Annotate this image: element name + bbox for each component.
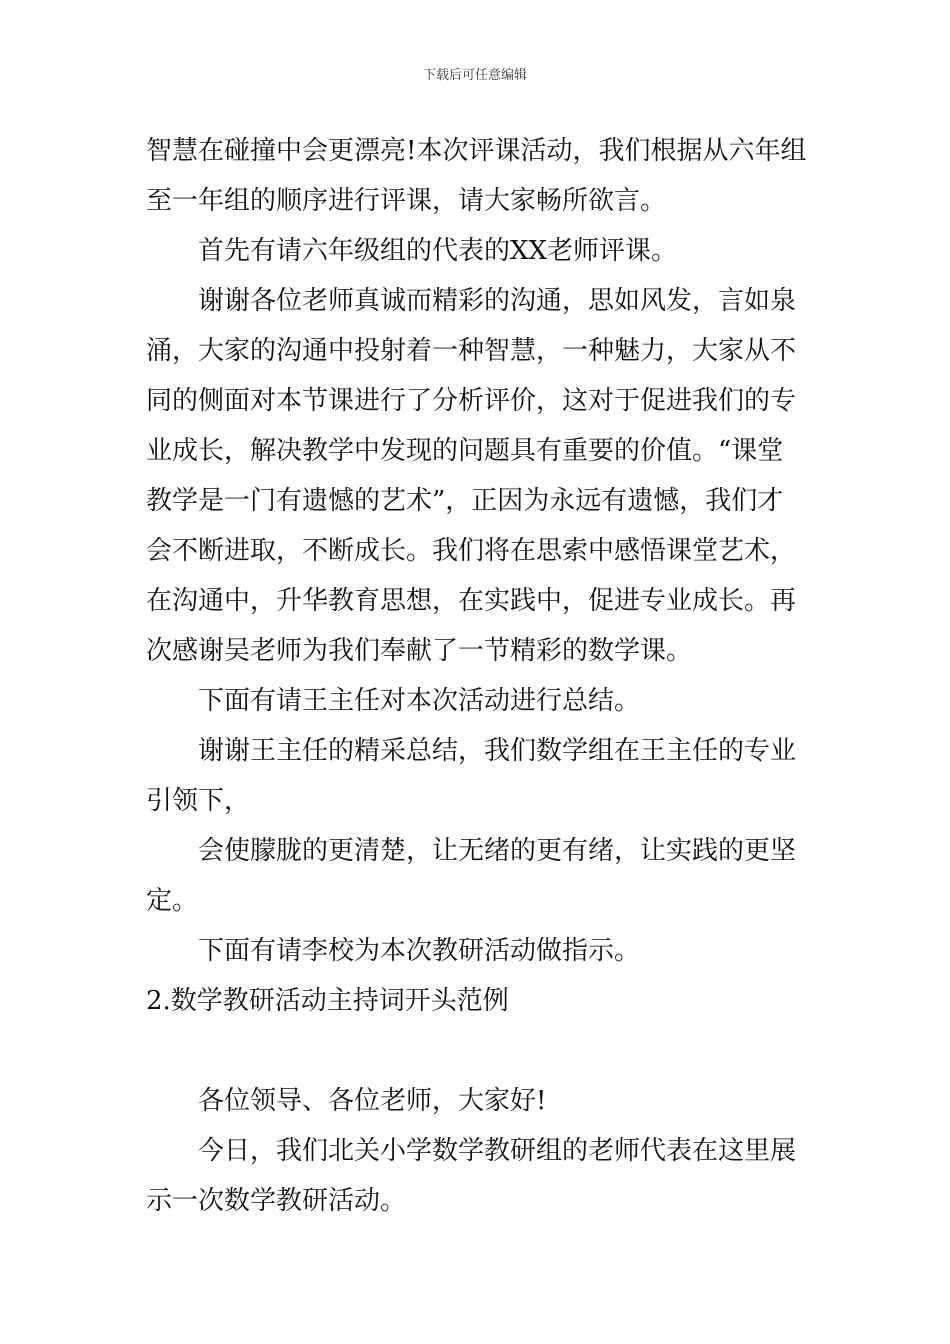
text-line: 业成长，解决教学中发现的问题具有重要的价值。“课堂 — [146, 436, 784, 466]
text-line: 至一年组的顺序进行评课，请大家畅所欲言。 — [146, 186, 667, 216]
text-line: 谢谢各位老师真诚而精彩的沟通，思如风发，言如泉 — [198, 286, 797, 316]
blank-line — [146, 1026, 808, 1076]
section-heading: 2.数学教研活动主持词开头范例 — [146, 986, 509, 1016]
text-line: 定。 — [146, 886, 199, 916]
text-line: 今日，我们北关小学数学教研组的老师代表在这里展 — [198, 1136, 797, 1166]
text-line: 智慧在碰撞中会更漂亮!本次评课活动，我们根据从六年组 — [146, 136, 807, 166]
text-line: 同的侧面对本节课进行了分析评价，这对于促进我们的专 — [146, 386, 797, 416]
text-line: 谢谢王主任的精采总结，我们数学组在王主任的专业 — [198, 736, 797, 766]
text-line: 引领下， — [146, 786, 251, 816]
text-line: 教学是一门有遗憾的艺术”，正因为永远有遗憾，我们才 — [146, 486, 784, 516]
text-line: 涌，大家的沟通中投射着一种智慧，一种魅力，大家从不 — [146, 336, 797, 366]
text-line: 在沟通中，升华教育思想，在实践中，促进专业成长。再 — [146, 586, 797, 616]
text-line: 各位领导、各位老师，大家好! — [198, 1086, 547, 1116]
text-line: 会使朦胧的更清楚，让无绪的更有绪，让实践的更坚 — [198, 836, 797, 866]
document-body — [146, 126, 808, 1226]
text-line: 示一次数学教研活动。 — [146, 1186, 407, 1216]
text-line: 次感谢吴老师为我们奉献了一节精彩的数学课。 — [146, 636, 693, 666]
page-header: 下载后可任意编辑 — [422, 68, 527, 83]
text-line: 下面有请李校为本次教研活动做指示。 — [198, 936, 641, 966]
text-line: 会不断进取，不断成长。我们将在思索中感悟课堂艺术， — [146, 536, 797, 566]
text-line: 下面有请王主任对本次活动进行总结。 — [198, 686, 641, 716]
text-line: 首先有请六年级组的代表的XX老师评课。 — [198, 236, 678, 266]
